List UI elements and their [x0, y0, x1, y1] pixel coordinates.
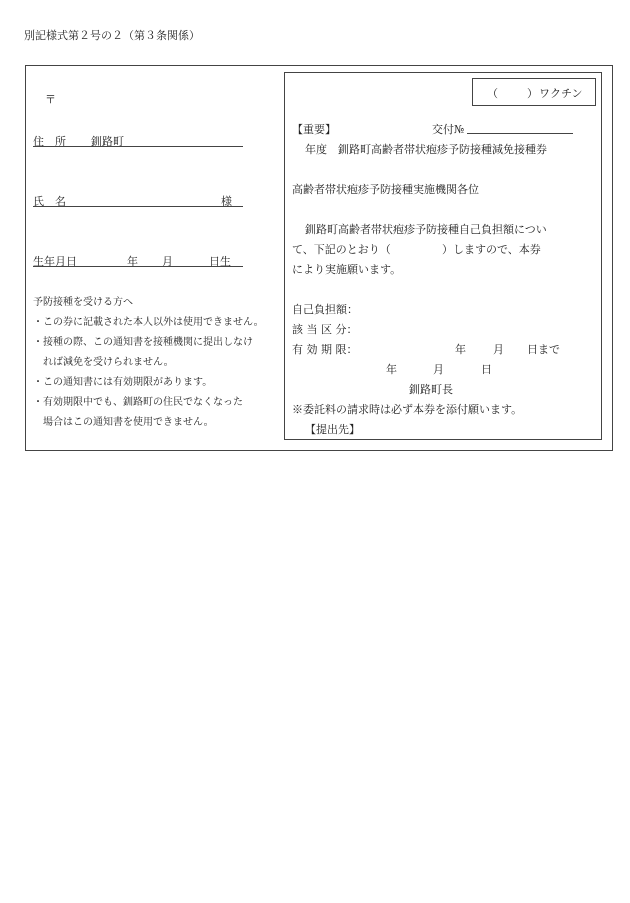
issuer: 釧路町長	[409, 383, 453, 396]
body-line: て、下記のとおり（	[292, 243, 391, 256]
issue-no-underline[interactable]	[467, 133, 573, 134]
body-line: 釧路町高齢者帯状疱疹予防接種自己負担額につい	[305, 223, 547, 236]
form-id: 別記様式第２号の２（第３条関係）	[24, 29, 200, 42]
body-line: により実施願います。	[292, 263, 402, 276]
voucher-title: 年度 釧路町高齢者帯状疱疹予防接種減免接種券	[305, 143, 547, 156]
date-day: 日	[481, 363, 492, 376]
notice-line: ・この券に記載された本人以外は使用できません。	[33, 317, 264, 328]
addressee: 高齢者帯状疱疹予防接種実施機関各位	[292, 183, 479, 196]
validity-month: 月	[493, 343, 504, 356]
validity-year: 年	[455, 343, 466, 356]
address-value: 釧路町	[91, 135, 124, 148]
vaccine-paren-open: （	[487, 87, 498, 100]
birth-underline[interactable]	[33, 266, 243, 267]
notice-line: 場合はこの通知書を使用できません。	[33, 417, 214, 428]
date-month: 月	[433, 363, 444, 376]
issue-no-label: 交付№	[432, 123, 465, 136]
name-underline[interactable]	[33, 206, 243, 207]
date-year: 年	[386, 363, 397, 376]
category-label: 該 当 区 分：	[292, 323, 358, 336]
birth-year: 年	[127, 255, 138, 268]
self-pay-label: 自己負担額：	[292, 303, 358, 316]
vaccine-box	[472, 78, 596, 106]
submit-to: 【提出先】	[305, 423, 360, 436]
birth-day: 日生	[209, 255, 231, 268]
validity-label: 有 効 期 限：	[292, 343, 358, 356]
notice-line: ・この通知書には有効期限があります。	[33, 377, 213, 388]
name-suffix: 様	[221, 195, 232, 208]
address-underline	[33, 146, 243, 147]
notice-line: ・接種の際、この通知書を接種機関に提出しなけ	[33, 337, 253, 348]
vaccine-label: ワクチン	[539, 87, 583, 100]
notice-title: 予防接種を受ける方へ	[33, 297, 133, 308]
birth-label: 生年月日	[33, 255, 77, 268]
note: ※委託料の請求時は必ず本券を添付願います。	[292, 403, 523, 416]
birth-month: 月	[162, 255, 173, 268]
notice-line: ・有効期限中でも、釧路町の住民でなくなった	[33, 397, 243, 408]
body-line: ）しますので、本券	[442, 243, 541, 256]
validity-until: 日まで	[527, 343, 560, 356]
vaccine-paren-close: ）	[527, 87, 538, 100]
postal-mark: 〒	[45, 93, 56, 106]
important-label: 【重要】	[292, 123, 336, 136]
name-label: 氏 名	[33, 195, 66, 208]
address-label: 住 所	[33, 135, 66, 148]
notice-line: れば減免を受けられません。	[33, 357, 174, 368]
